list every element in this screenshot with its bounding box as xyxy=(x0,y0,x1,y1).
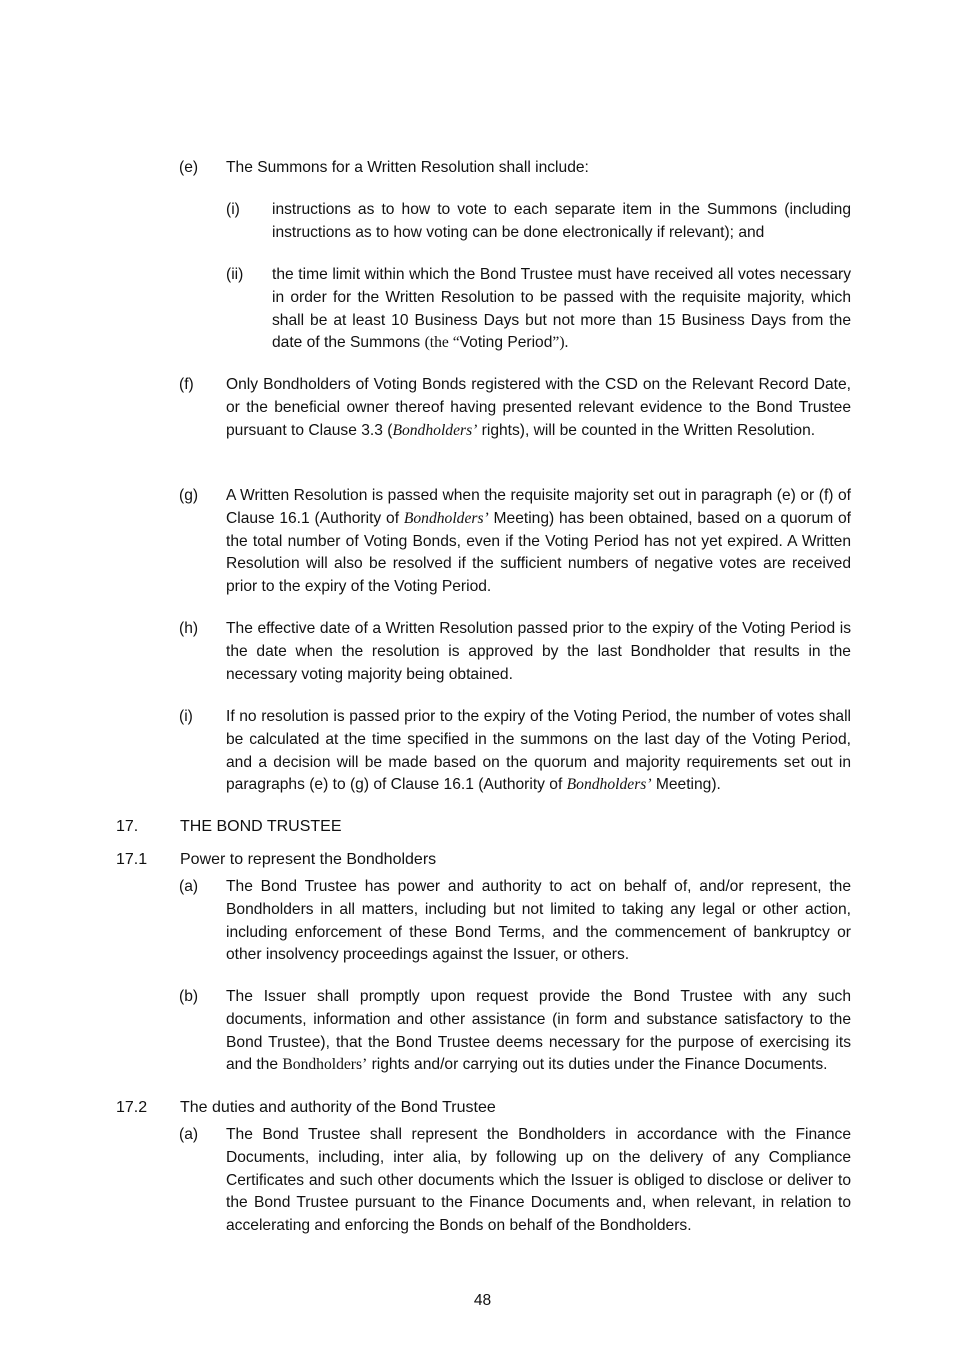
section-17-1-b-text-a: The Issuer shall promptly upon request provide the Bond Trustee with any such documents, information and other assistance (in form and substance satisfactory to the Bond Trustee), that the Bond Trustee deems necessary for the purpose of exercising its and the xyxy=(226,988,851,1074)
section-17-title: THE BOND TRUSTEE xyxy=(180,818,342,835)
section-17-2-a-text: The Bond Trustee shall represent the Bondholders in accordance with the Finance Documents, including, inter alia, by following up on the delivery of any Compliance Certificates and such other documents which the Issuer is obliged to disclose or deliver to the Bond Trustee pursuant to the Finance Documents and, when relevant, in relation to accelerating and enforcing the Bonds on behalf of the Bondholders. xyxy=(226,1126,851,1235)
paragraph-g-label: (g) xyxy=(179,487,199,504)
paragraph-i-label: (i) xyxy=(179,708,193,725)
section-17-2-title: The duties and authority of the Bond Trustee xyxy=(180,1099,496,1116)
section-17-1-b-label: (b) xyxy=(179,988,199,1005)
paragraph-g-text-c: Meeting) has been obtained, based on a quorum of the total number of Voting Bonds, even if the Voting Period has not yet expired. A Written Resolution will also be resolved if the sufficient numbers of negative votes are received prior to the expiry of the Voting Period. xyxy=(226,509,851,596)
paragraph-h-text: The effective date of a Written Resolution passed prior to the expiry of the Voting Period is the date when the resolution is approved by the last Bondholder that results in the necessary voting majority being obtained. xyxy=(226,620,851,683)
section-17-1-number: 17.1 xyxy=(116,851,148,868)
section-17-2-number: 17.2 xyxy=(116,1099,148,1116)
paragraph-e-ii-text-open: (the “ xyxy=(424,334,460,352)
paragraph-f-text xyxy=(226,374,851,442)
paragraph-f-label: (f) xyxy=(179,376,194,393)
paragraph-g-text xyxy=(226,485,851,599)
defined-term-voting-period: Voting Period xyxy=(459,334,553,352)
paragraph-g-bondholders-term: Bondholders’ xyxy=(403,509,489,527)
section-17-1-a-label: (a) xyxy=(179,878,199,895)
paragraph-e-label: (e) xyxy=(179,159,199,176)
paragraph-e-text: The Summons for a Written Resolution shall include: xyxy=(226,159,589,176)
paragraph-e-i-label: (i) xyxy=(226,201,240,218)
section-17-number: 17. xyxy=(116,818,139,835)
paragraph-f-text-a: Only Bondholders of Voting Bonds registered with the CSD on the Relevant Record Date, or the beneficial owner thereof having presented relevant evidence to the Bond Trustee pursuant to Clause 3.3 ( xyxy=(226,376,851,439)
paragraph-i-text-a: If no resolution is passed prior to the expiry of the Voting Period, the number of votes shall be calculated at the time specified in the summons on the last day of the Voting Period, and a decision will be made based on the quorum and majority requirements set out in paragraphs (e) to (g) of Clause 16.1 (Authority of xyxy=(226,708,851,794)
section-17-2-a-label: (a) xyxy=(179,1126,199,1143)
section-17-1-b-text-c: rights and/or carrying out its duties under the Finance Documents. xyxy=(367,1056,828,1074)
paragraph-e-ii-label: (ii) xyxy=(226,266,244,283)
paragraph-i-text-c: Meeting). xyxy=(651,776,721,794)
paragraph-f-bondholders-term: Bondholders’ xyxy=(392,421,478,439)
paragraph-e-ii-text-main: the time limit within which the Bond Trustee must have received all votes necessary in order for the Written Resolution to be passed with the requisite majority, which shall be at least 10 Business Days but not more than 15 Business Days from the date of the Summons xyxy=(272,266,851,352)
section-17-1-a-text: The Bond Trustee has power and authority to act on behalf of, and/or represent, the Bondholders in all matters, including but not limited to taking any legal or other action, including enforcement of these Bond Terms, and the commencement of bankruptcy or other insolvency proceedings against the Issuer, or others. xyxy=(226,878,851,964)
page-number: 48 xyxy=(473,1292,492,1309)
paragraph-e-ii-text-close: ”). xyxy=(552,334,569,352)
paragraph-e-i-text: instructions as to how to vote to each separate item in the Summons (including instructions as to how voting can be done electronically if relevant); and xyxy=(272,201,851,241)
paragraph-g-text-a: A Written Resolution is passed when the requisite majority set out in paragraph (e) or (f) of Clause 16.1 (Authority of xyxy=(226,487,851,527)
section-17-1-b-bondholders-term: Bondholders’ xyxy=(282,1056,368,1074)
paragraph-i-text xyxy=(226,706,851,797)
paragraph-h-label: (h) xyxy=(179,620,199,637)
paragraph-e-ii-text xyxy=(272,264,851,355)
section-17-1-b-text xyxy=(226,986,851,1077)
paragraph-f-text-c: rights), will be counted in the Written Resolution. xyxy=(477,421,816,439)
section-17-1-title: Power to represent the Bondholders xyxy=(180,851,437,868)
paragraph-i-bondholders-term: Bondholders’ xyxy=(566,776,652,794)
